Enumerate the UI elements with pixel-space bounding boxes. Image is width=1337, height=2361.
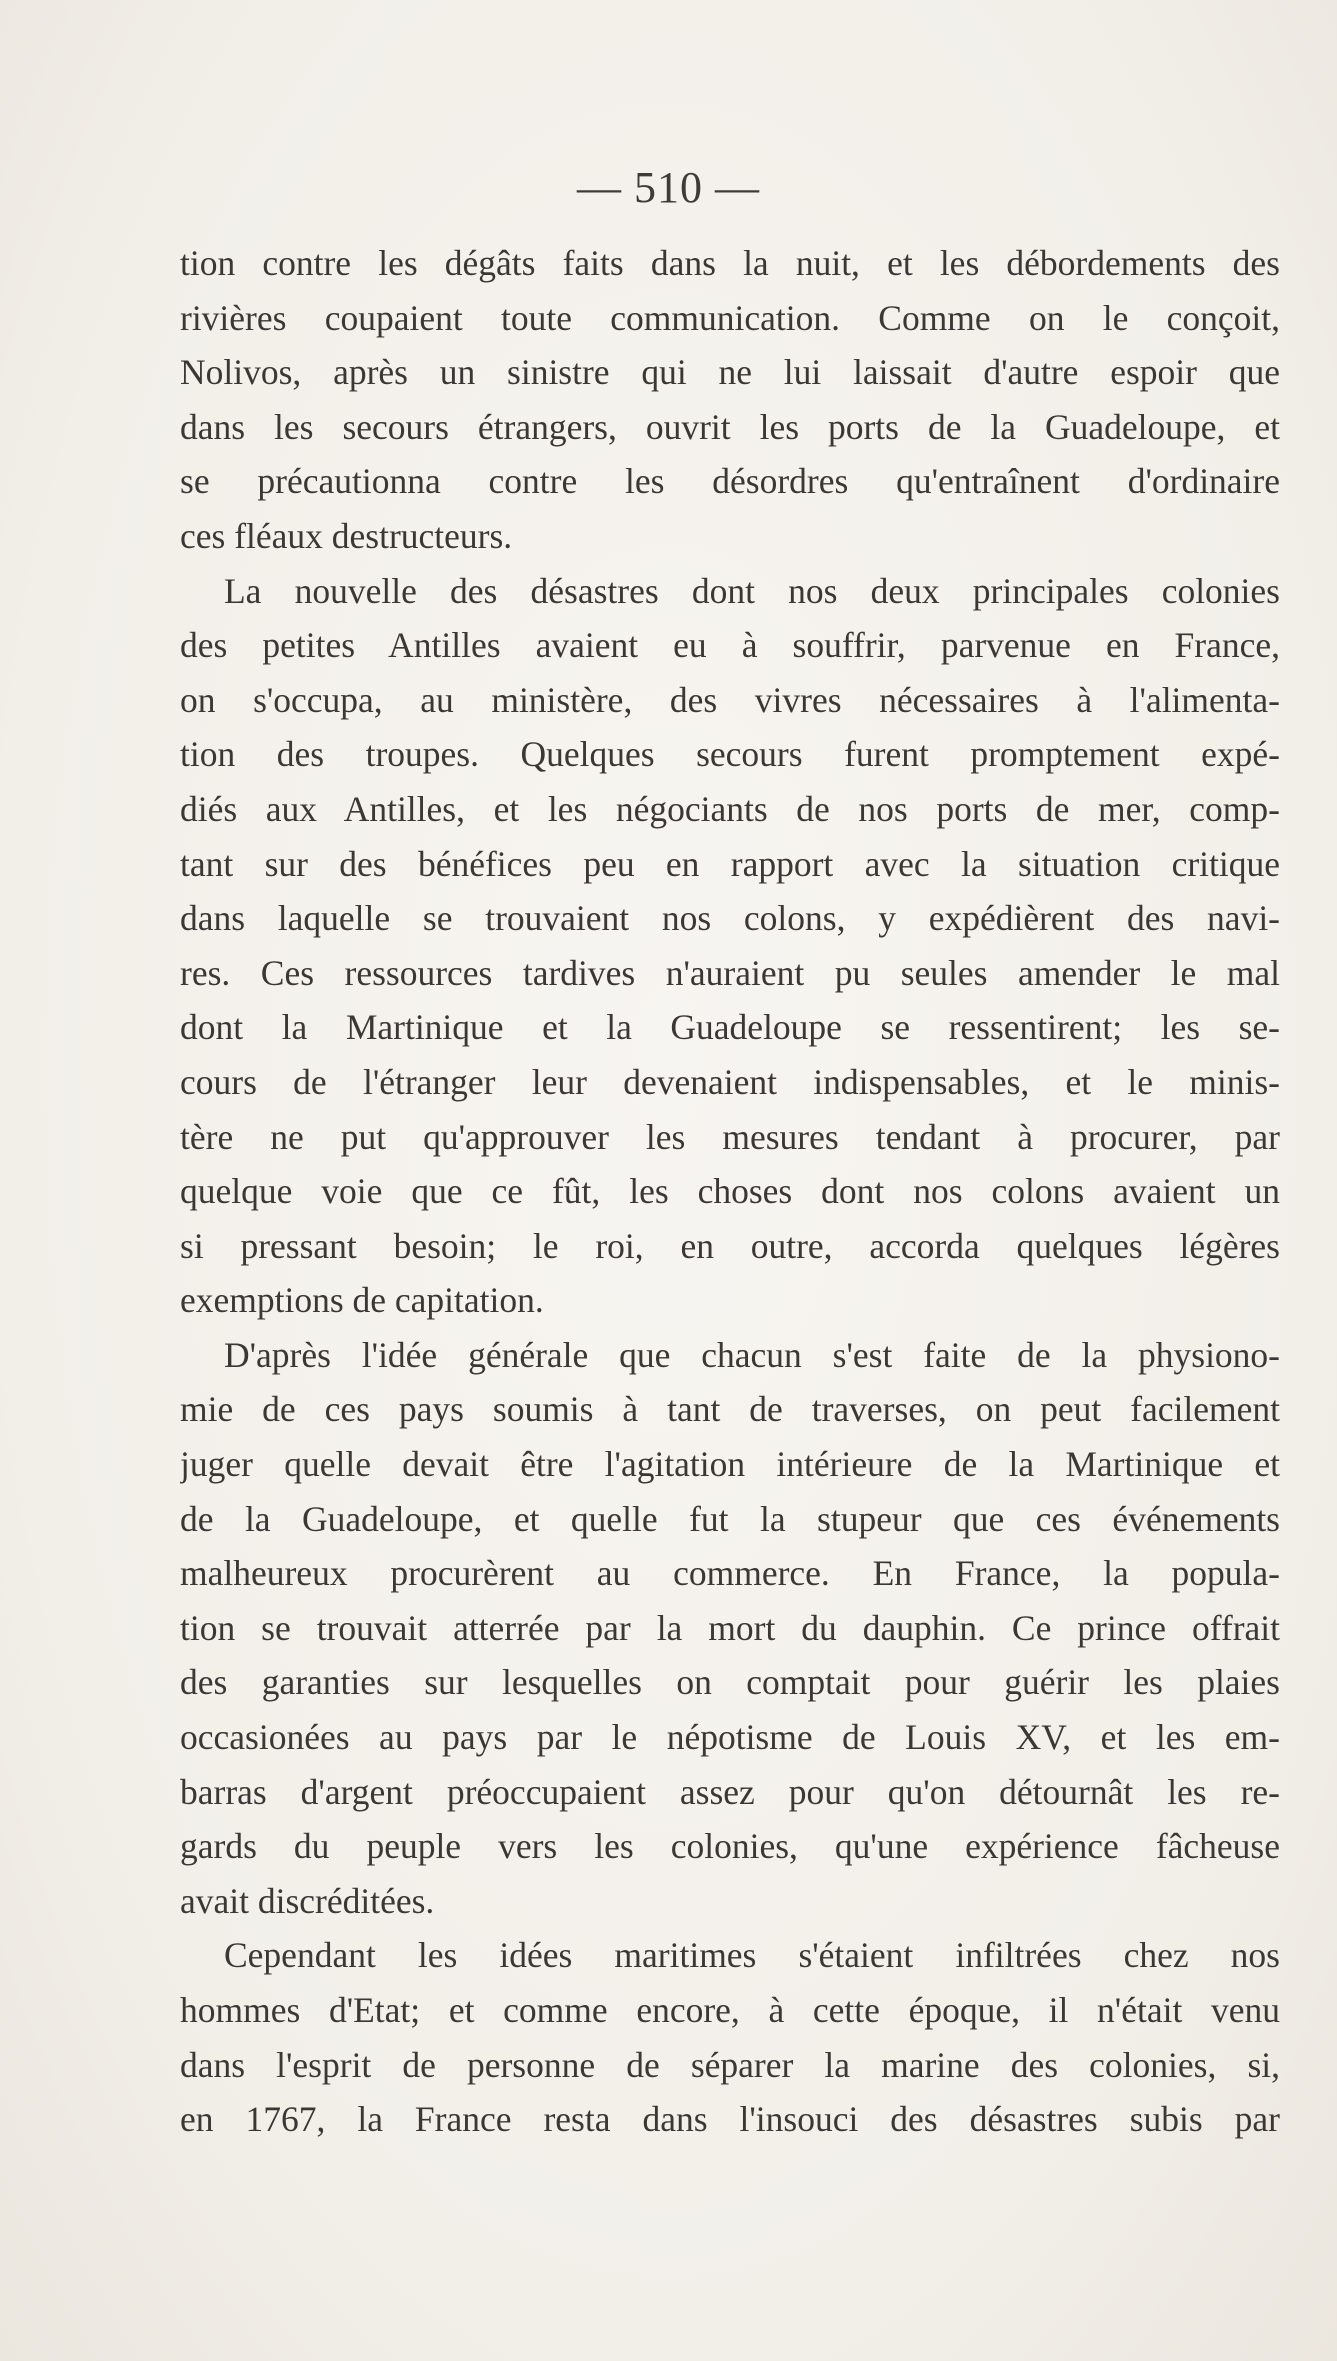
text-line: juger quelle devait être l'agitation intérieure de la Martinique et [180,1444,1280,1485]
text-line: mie de ces pays soumis à tant de traverses, on peut facilement [180,1389,1280,1430]
text-line: des petites Antilles avaient eu à souffrir, parvenue en France, [180,625,1280,666]
text-line: tant sur des bénéfices peu en rapport avec la situation critique [180,843,1280,884]
text-line: rivières coupaient toute communication. Comme on le conçoit, [180,297,1280,338]
text-line: Cependant les idées maritimes s'étaient infiltrées chez nos [224,1935,1280,1976]
text-line: dont la Martinique et la Guadeloupe se ressentirent; les se- [180,1007,1280,1048]
text-line: on s'occupa, au ministère, des vivres nécessaires à l'alimenta- [180,679,1280,720]
text-line: de la Guadeloupe, et quelle fut la stupeur que ces événements [180,1498,1280,1539]
text-line: ces fléaux destructeurs. [180,515,513,556]
text-line: Nolivos, après un sinistre qui ne lui laissait d'autre espoir que [180,352,1280,393]
text-line: tion contre les dégâts faits dans la nuit, et les débordements des [180,243,1280,283]
body-text [180,236,1280,2147]
text-line: si pressant besoin; le roi, en outre, accorda quelques légères [180,1225,1280,1266]
text-line: exemptions de capitation. [180,1280,544,1321]
text-line: res. Ces ressources tardives n'auraient pu seules amender le mal [180,952,1280,993]
text-line: en 1767, la France resta dans l'insouci des désastres subis par [180,2099,1280,2140]
text-line: quelque voie que ce fût, les choses dont nos colons avaient un [180,1171,1280,1212]
text-line: D'après l'idée générale que chacun s'est faite de la physiono- [224,1334,1280,1375]
text-line: diés aux Antilles, et les négociants de nos ports de mer, comp- [180,788,1280,829]
text-line: gards du peuple vers les colonies, qu'une expérience fâcheuse [180,1826,1280,1867]
text-line: La nouvelle des désastres dont nos deux principales colonies [224,570,1280,611]
page-number: — 510 — [577,163,760,212]
text-line: occasionées au pays par le népotisme de Louis XV, et les em- [180,1717,1280,1758]
text-line: tion se trouvait atterrée par la mort du dauphin. Ce prince offrait [180,1607,1280,1648]
text-line: barras d'argent préoccupaient assez pour qu'on détournât les re- [180,1771,1280,1812]
text-line: dans les secours étrangers, ouvrit les ports de la Guadeloupe, et [180,406,1280,447]
text-line: malheureux procurèrent au commerce. En France, la popula- [180,1553,1280,1594]
text-line: avait discréditées. [180,1880,435,1921]
text-line: dans l'esprit de personne de séparer la marine des colonies, si, [180,2044,1280,2085]
text-line: dans laquelle se trouvaient nos colons, y expédièrent des navi- [180,898,1280,939]
text-line: cours de l'étranger leur devenaient indispensables, et le minis- [180,1061,1280,1102]
text-line: se précautionna contre les désordres qu'entraînent d'ordinaire [180,461,1280,502]
text-line: des garanties sur lesquelles on comptait pour guérir les plaies [180,1662,1280,1703]
text-line: tion des troupes. Quelques secours furent promptement expé- [180,734,1280,775]
text-line: hommes d'Etat; et comme encore, à cette époque, il n'était venu [180,1990,1280,2030]
text-line: tère ne put qu'approuver les mesures tendant à procurer, par [180,1116,1280,1157]
